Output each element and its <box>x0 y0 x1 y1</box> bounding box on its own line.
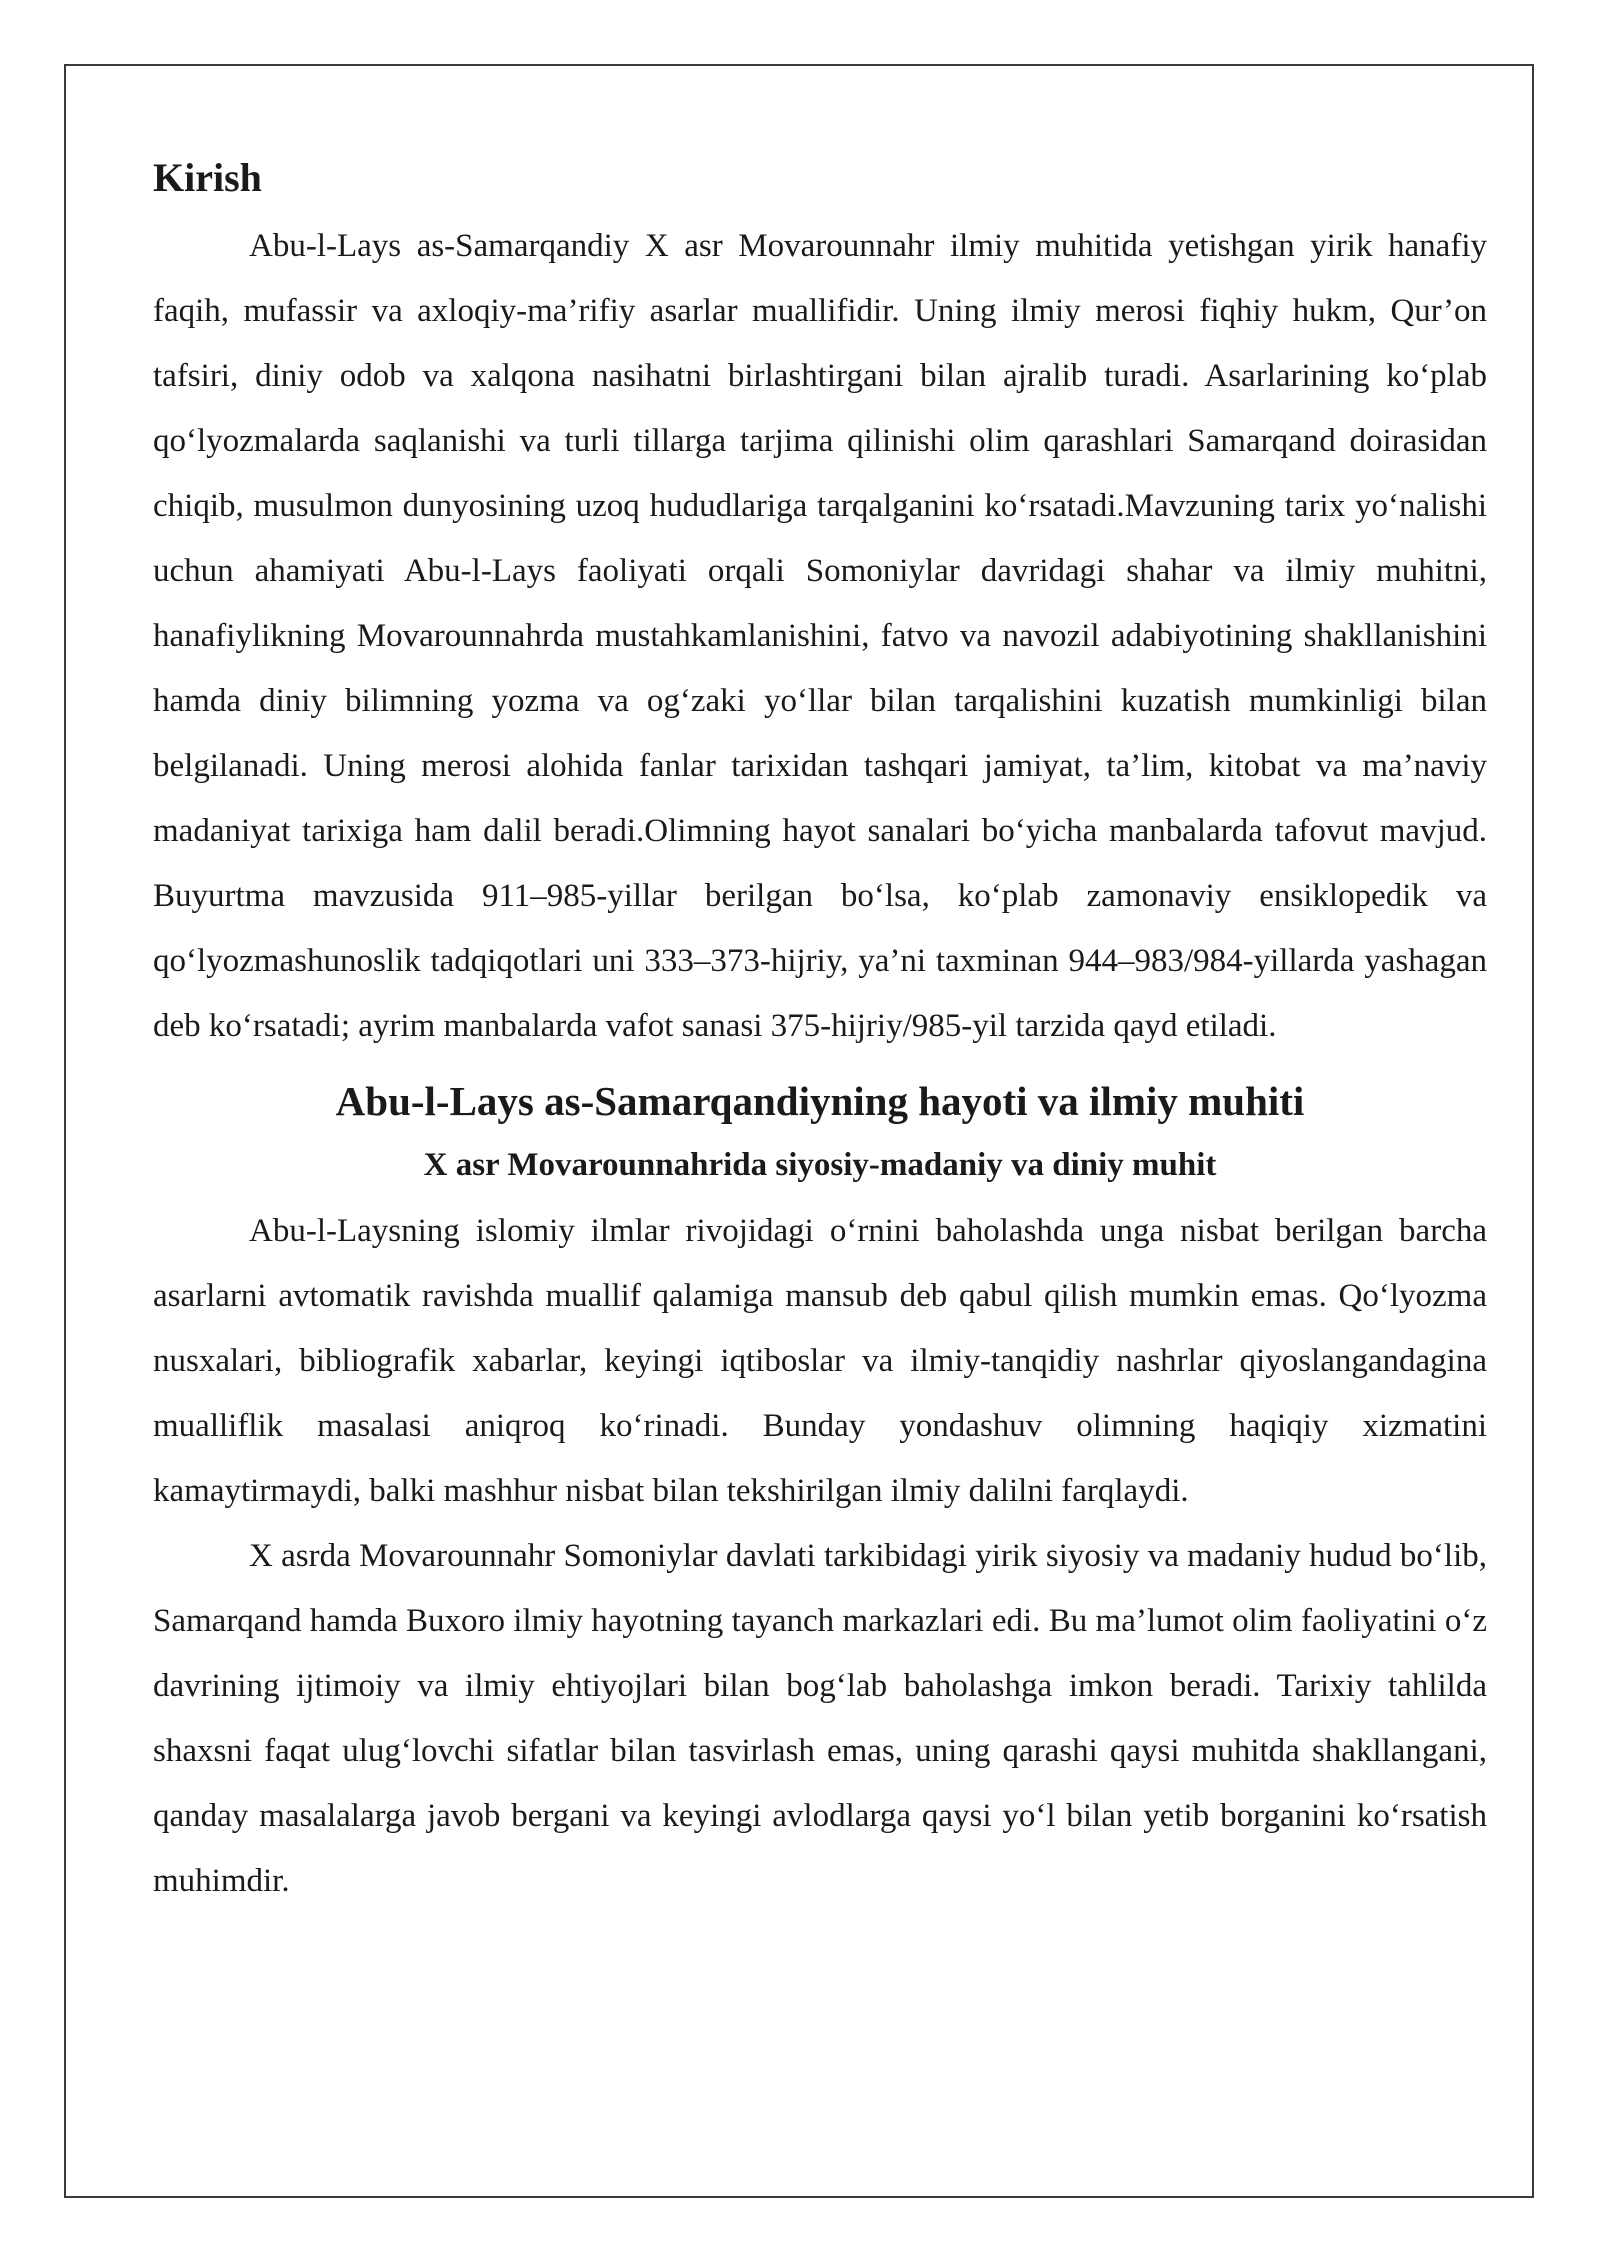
intro-heading: Kirish <box>153 155 262 200</box>
section-paragraph-2: X asrda Movarounnahr Somoniylar davlati tarkibidagi yirik siyosiy va madaniy hudud bo‘lib, Samarqand hamda Buxoro ilmiy hayotning tayanch markazlari edi. Bu ma’lumot olim faoliyatini o‘z davrining ijtimoiy va ilmiy ehtiyojlari bilan bog‘lab baholashga imkon beradi. Tarixiy tahlilda shaxsni faqat ulug‘lovchi sifatlar bilan tasvirlash emas, uning qarashi qaysi muhitda shakllangani, qanday masalalarga javob bergani va keyingi avlodlarga qaysi yo‘l bilan yetib borganini ko‘rsatish muhimdir. <box>153 1538 1487 1899</box>
section-paragraph-1: Abu-l-Laysning islomiy ilmlar rivojidagi o‘rnini baholashda unga nisbat berilgan barcha asarlarni avtomatik ravishda muallif qalamiga mansub deb qabul qilish mumkin emas. Qo‘lyozma nusxalari, bibliografik xabarlar, keyingi iqtiboslar va ilmiy-tanqidiy nashrlar qiyoslangandagina mualliflik masalasi aniqroq ko‘rinadi. Bunday yondashuv olimning haqiqiy xizmatini kamaytirmaydi, balki mashhur nisbat bilan tekshirilgan ilmiy dalilni farqlaydi. <box>153 1213 1487 1509</box>
subsection-heading: X asr Movarounnahrida siyosiy-madaniy va diniy muhit <box>423 1147 1217 1183</box>
section-heading: Abu-l-Lays as-Samarqandiyning hayoti va ilmiy muhiti <box>335 1078 1305 1124</box>
document-body <box>153 150 1487 1914</box>
intro-paragraph: Abu-l-Lays as-Samarqandiy X asr Movarounnahr ilmiy muhitida yetishgan yirik hanafiy faqih, mufassir va axloqiy-ma’rifiy asarlar muallifidir. Uning ilmiy merosi fiqhiy hukm, Qur’on tafsiri, diniy odob va xalqona nasihatni birlashtirgani bilan ajralib turadi. Asarlarining ko‘plab qo‘lyozmalarda saqlanishi va turli tillarga tarjima qilinishi olim qarashlari Samarqand doirasidan chiqib, musulmon dunyosining uzoq hududlariga tarqalganini ko‘rsatadi.Mavzuning tarix yo‘nalishi uchun ahamiyati Abu-l-Lays faoliyati orqali Somoniylar davridagi shahar va ilmiy muhitni, hanafiylikning Movarounnahrda mustahkamlanishini, fatvo va navozil adabiyotining shakllanishini hamda diniy bilimning yozma va og‘zaki yo‘llar bilan tarqalishini kuzatish mumkinligi bilan belgilanadi. Uning merosi alohida fanlar tarixidan tashqari jamiyat, ta’lim, kitobat va ma’naviy madaniyat tarixiga ham dalil beradi.Olimning hayot sanalari bo‘yicha manbalarda tafovut mavjud. Buyurtma mavzusida 911–985-yillar berilgan bo‘lsa, ko‘plab zamonaviy ensiklopedik va qo‘lyozmashunoslik tadqiqotlari uni 333–373-hijriy, ya’ni taxminan 944–983/984-yillarda yashagan deb ko‘rsatadi; ayrim manbalarda vafot sanasi 375-hijriy/985-yil tarzida qayd etiladi. <box>153 228 1487 1044</box>
